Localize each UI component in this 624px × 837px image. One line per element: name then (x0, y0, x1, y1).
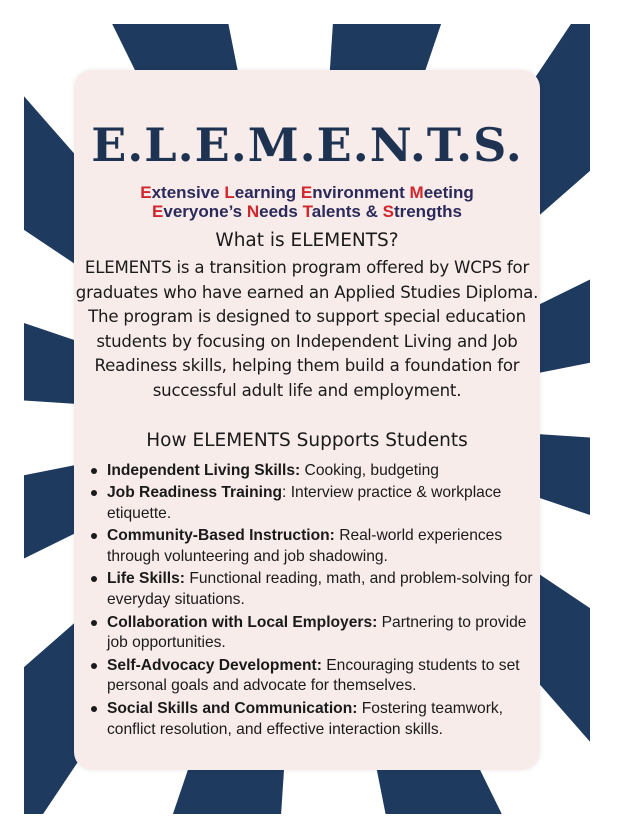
what-is-title: What is ELEMENTS? (215, 230, 399, 251)
acronym-word-rest: eeting (423, 183, 474, 202)
support-term: Community-Based Instruction: (107, 527, 335, 545)
support-term: Independent Living Skills: (107, 462, 301, 479)
acronym-initial: S (382, 202, 394, 221)
support-item (89, 699, 539, 741)
acronym-word-rest: xtensive (151, 183, 225, 202)
support-description: Functional reading, math, and problem-solving for everyday situations. (107, 570, 533, 609)
support-term: Social Skills and Communication: (107, 699, 358, 717)
acronym-word-rest: eeds (259, 202, 303, 221)
acronym-initial: L (224, 183, 235, 202)
acronym-word-rest: trengths (393, 202, 462, 221)
support-term: Life Skills: (107, 570, 185, 588)
support-description: : Interview practice & workplace etiquette. (107, 484, 502, 523)
support-term: Collaboration with Local Employers: (107, 613, 378, 631)
acronym-word-rest: alents & (311, 202, 383, 221)
supports-list (89, 461, 539, 742)
support-item (89, 613, 539, 655)
support-description: Fostering teamwork, conflict resolution, and effective interaction skills. (107, 699, 504, 738)
headline: E.L.E.M.E.N.T.S. (91, 118, 523, 172)
acronym-initial: E (140, 183, 152, 202)
support-item (89, 656, 539, 698)
intro-paragraph: ELEMENTS is a transition program offered by WCPS for graduates who have earned an Applied Studies Diploma. The program is designed to support special education students by focusing on Independent Living and Job Readiness skills, helping them build a foundation for successful adult life and employment. (75, 258, 539, 400)
acronym-word-rest: veryone’s (163, 202, 247, 221)
support-item (89, 569, 539, 611)
acronym-initial: E (152, 202, 164, 221)
content-card (74, 70, 540, 770)
acronym-initial: E (300, 183, 313, 202)
support-description: Cooking, budgeting (300, 462, 439, 479)
acronym-initial: M (409, 183, 424, 202)
acronym-initial: T (302, 202, 312, 221)
acronym-line-2 (74, 202, 540, 221)
acronym-line-1 (74, 183, 540, 202)
acronym-expansion (74, 183, 540, 221)
supports-title: How ELEMENTS Supports Students (146, 430, 468, 451)
support-item (89, 526, 539, 568)
acronym-initial: N (246, 202, 260, 221)
support-description: Partnering to provide job opportunities. (107, 613, 527, 652)
support-item (89, 483, 539, 525)
support-term: Job Readiness Training (107, 484, 283, 502)
support-description: Encouraging students to set personal goals and advocate for themselves. (107, 656, 520, 695)
support-item (89, 461, 539, 482)
support-description: Real-world experiences through volunteering and job shadowing. (107, 527, 503, 566)
acronym-word-rest: nvironment (312, 183, 410, 202)
support-term: Self-Advocacy Development: (107, 656, 322, 674)
flyer (24, 24, 590, 814)
acronym-word-rest: earning (234, 183, 301, 202)
